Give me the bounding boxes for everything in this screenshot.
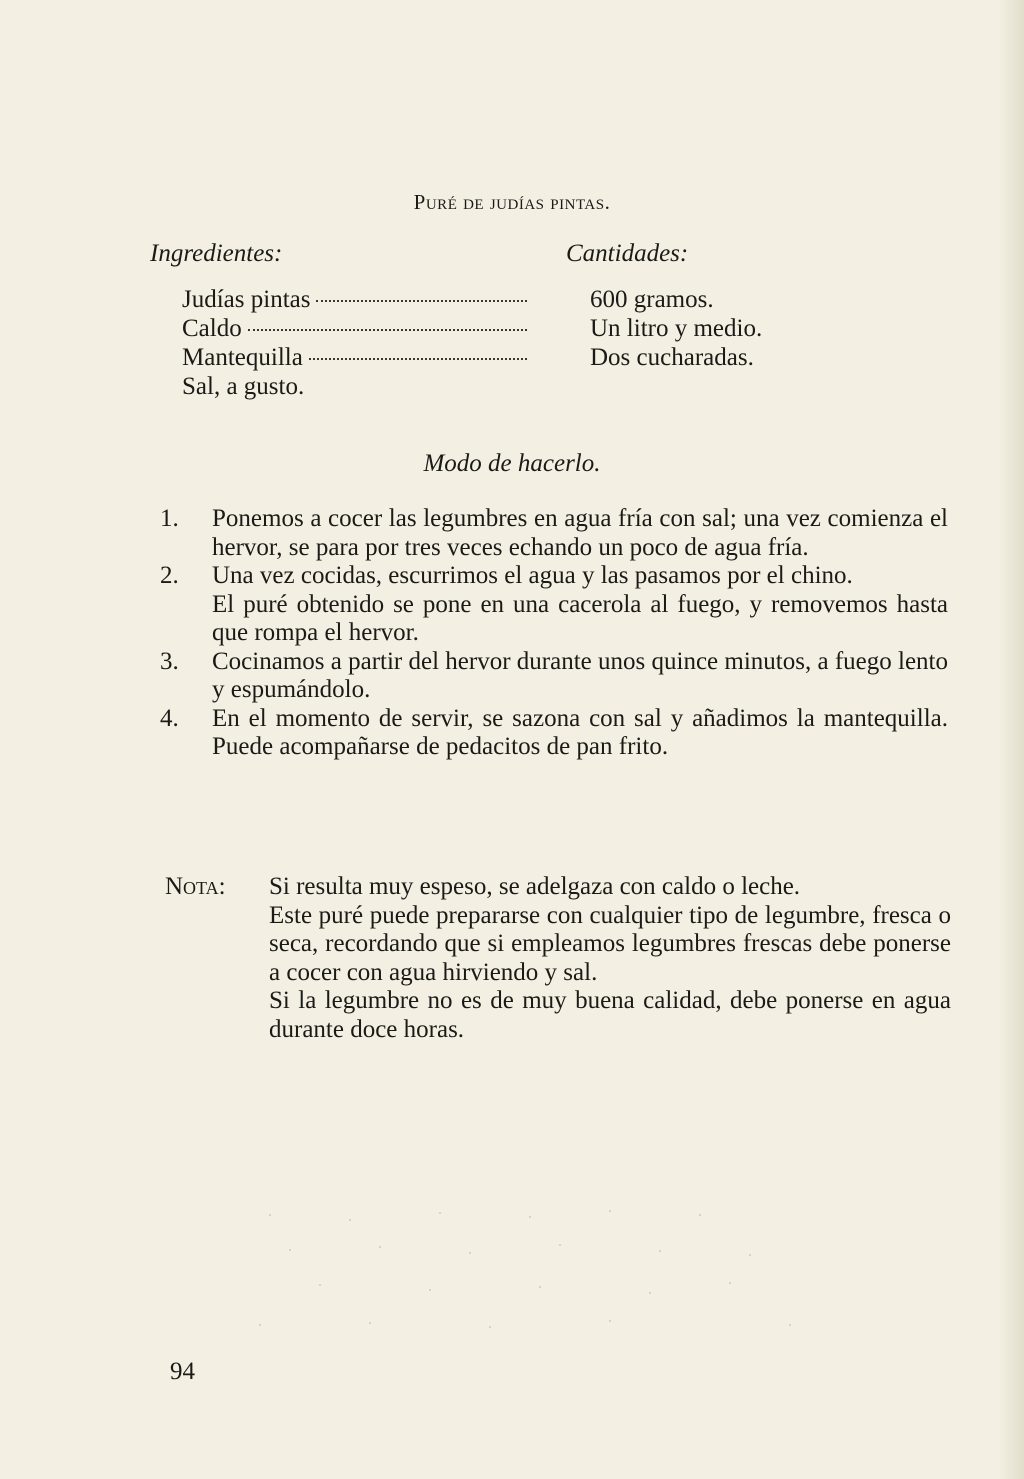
step-paragraph: Ponemos a cocer las legumbres en agua fría con sal; una vez comienza el hervor, se para por tres veces echando un poco de agua fría. <box>212 505 948 561</box>
quantities-heading: Cantidades: <box>566 240 689 267</box>
paper-specks <box>230 1195 830 1345</box>
ingredients-heading: Ingredientes: <box>150 240 283 267</box>
method-step <box>160 562 948 648</box>
step-number: 4. <box>160 704 179 732</box>
note-paragraph: Este puré puede prepararse con cualquier tipo de legumbre, fresca o seca, recordando que si empleamos legumbres frescas debe ponerse a cocer con agua hirviendo y sal. <box>269 901 951 986</box>
ingredient-row <box>182 314 527 343</box>
step-number: 3. <box>160 647 179 675</box>
method-heading: Modo de hacerlo. <box>423 450 601 477</box>
method-step <box>160 705 948 762</box>
method-step <box>160 648 948 705</box>
step-paragraph: Una vez cocidas, escurrimos el agua y las pasamos por el chino. <box>212 562 853 589</box>
step-text <box>212 562 948 648</box>
step-text <box>212 505 948 562</box>
quantities-list <box>590 285 762 372</box>
step-text <box>212 648 948 705</box>
ingredient-row <box>182 343 527 372</box>
page-number: 94 <box>170 1358 195 1385</box>
note-paragraph: Si la legumbre no es de muy buena calidad, debe ponerse en agua durante doce horas. <box>269 987 951 1043</box>
ingredient-row <box>182 372 527 401</box>
ingredient-name: Mantequilla <box>182 344 303 371</box>
ingredient-quantity: 600 gramos. <box>590 286 714 313</box>
method-steps <box>160 505 948 762</box>
ingredients-list <box>182 285 527 401</box>
step-paragraph: Cocinamos a partir del hervor durante unos quince minutos, a fuego lento y espumándolo. <box>212 647 948 703</box>
step-number: 2. <box>160 562 179 589</box>
ingredient-name: Judías pintas <box>182 286 311 313</box>
recipe-title: Puré de judías pintas. <box>413 190 611 214</box>
step-text <box>212 705 948 762</box>
step-paragraph: El puré obtenido se pone en una cacerola al fuego, y removemos hasta que rompa el hervor. <box>212 590 948 646</box>
dot-leader <box>309 358 527 360</box>
note-label: Nota: <box>165 873 226 900</box>
note-block <box>165 873 951 1044</box>
page-edge-shadow <box>998 0 1024 1479</box>
ingredient-quantity: Un litro y medio. <box>590 315 763 342</box>
step-number: 1. <box>160 505 179 532</box>
ingredient-name: Caldo <box>182 315 242 342</box>
ingredient-name: Sal, a gusto. <box>182 373 305 400</box>
step-paragraph: En el momento de servir, se sazona con sal y añadimos la mantequilla. Puede acompañarse de pedacitos de pan frito. <box>212 704 948 760</box>
ingredient-quantity: Dos cucharadas. <box>590 344 754 371</box>
note-text <box>269 873 951 1044</box>
method-step <box>160 505 948 562</box>
ingredient-row <box>182 285 527 314</box>
dot-leader <box>248 329 527 331</box>
note-paragraph: Si resulta muy espeso, se adelgaza con caldo o leche. <box>269 873 801 900</box>
dot-leader <box>316 300 527 302</box>
